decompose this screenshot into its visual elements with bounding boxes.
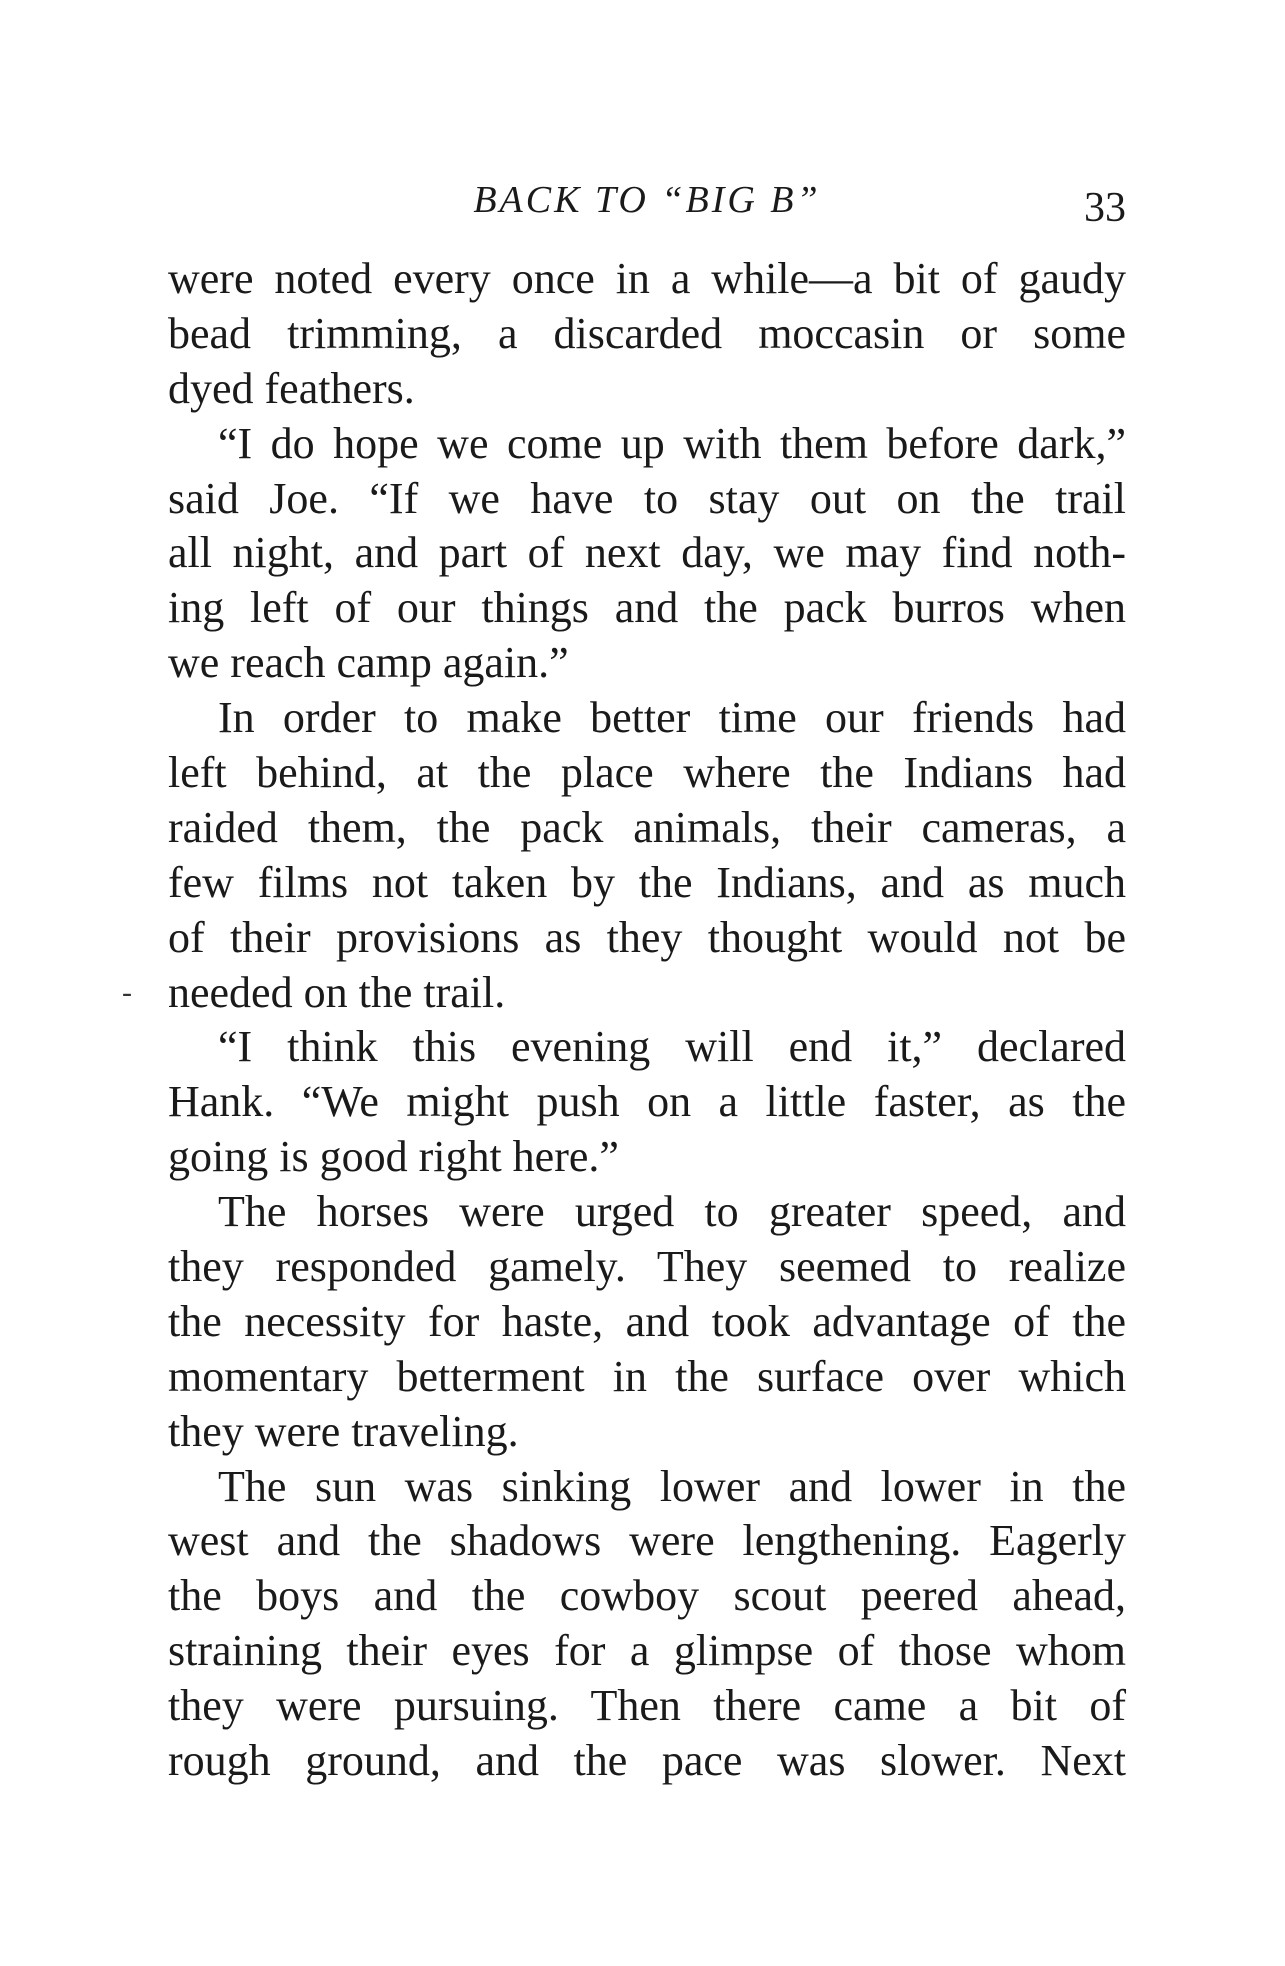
- page-number: 33: [1084, 185, 1126, 231]
- text-line: the necessity for haste, and took advantage of the: [168, 1296, 1126, 1346]
- text-line: bead trimming, a discarded moccasin or some: [168, 308, 1126, 358]
- text-line: The horses were urged to greater speed, and: [218, 1187, 1126, 1237]
- text-line: they were pursuing. Then there came a bit of: [168, 1681, 1126, 1731]
- page-header: [168, 168, 1126, 232]
- text-line: momentary betterment in the surface over which: [168, 1351, 1126, 1401]
- text-line: they were traveling.: [168, 1406, 519, 1456]
- text-line: “I think this evening will end it,” declared: [218, 1022, 1126, 1072]
- text-line: the boys and the cowboy scout peered ahead,: [168, 1571, 1126, 1621]
- margin-mark: -: [122, 976, 132, 1009]
- text-line: straining their eyes for a glimpse of those whom: [168, 1626, 1126, 1676]
- text-line: rough ground, and the pace was slower. Next: [168, 1736, 1126, 1786]
- text-line: were noted every once in a while—a bit of gaudy: [168, 254, 1126, 303]
- text-line: “I do hope we come up with them before dark,”: [218, 418, 1126, 468]
- text-line: said Joe. “If we have to stay out on the trail: [168, 473, 1126, 523]
- text-line: west and the shadows were lengthening. Eagerly: [168, 1516, 1126, 1566]
- text-line: In order to make better time our friends had: [218, 693, 1126, 743]
- text-line: we reach camp again.”: [168, 638, 569, 688]
- text-line: needed on the trail.: [168, 967, 506, 1017]
- text-line: raided them, the pack animals, their cameras, a: [168, 802, 1126, 852]
- body-text: [168, 252, 1126, 1789]
- text-line: few films not taken by the Indians, and as much: [168, 857, 1126, 907]
- running-head: BACK TO “BIG B”: [473, 179, 821, 221]
- text-line: dyed feathers.: [168, 363, 415, 413]
- text-line: Hank. “We might push on a little faster, as the: [168, 1077, 1126, 1127]
- text-line: going is good right here.”: [168, 1132, 619, 1182]
- text-line: left behind, at the place where the Indians had: [168, 748, 1126, 798]
- text-line: ing left of our things and the pack burros when: [168, 583, 1126, 633]
- text-line: of their provisions as they thought would not be: [168, 912, 1126, 962]
- text-line: The sun was sinking lower and lower in the: [218, 1461, 1126, 1511]
- text-line: they responded gamely. They seemed to realize: [168, 1242, 1126, 1292]
- text-line: all night, and part of next day, we may find noth-: [168, 528, 1126, 578]
